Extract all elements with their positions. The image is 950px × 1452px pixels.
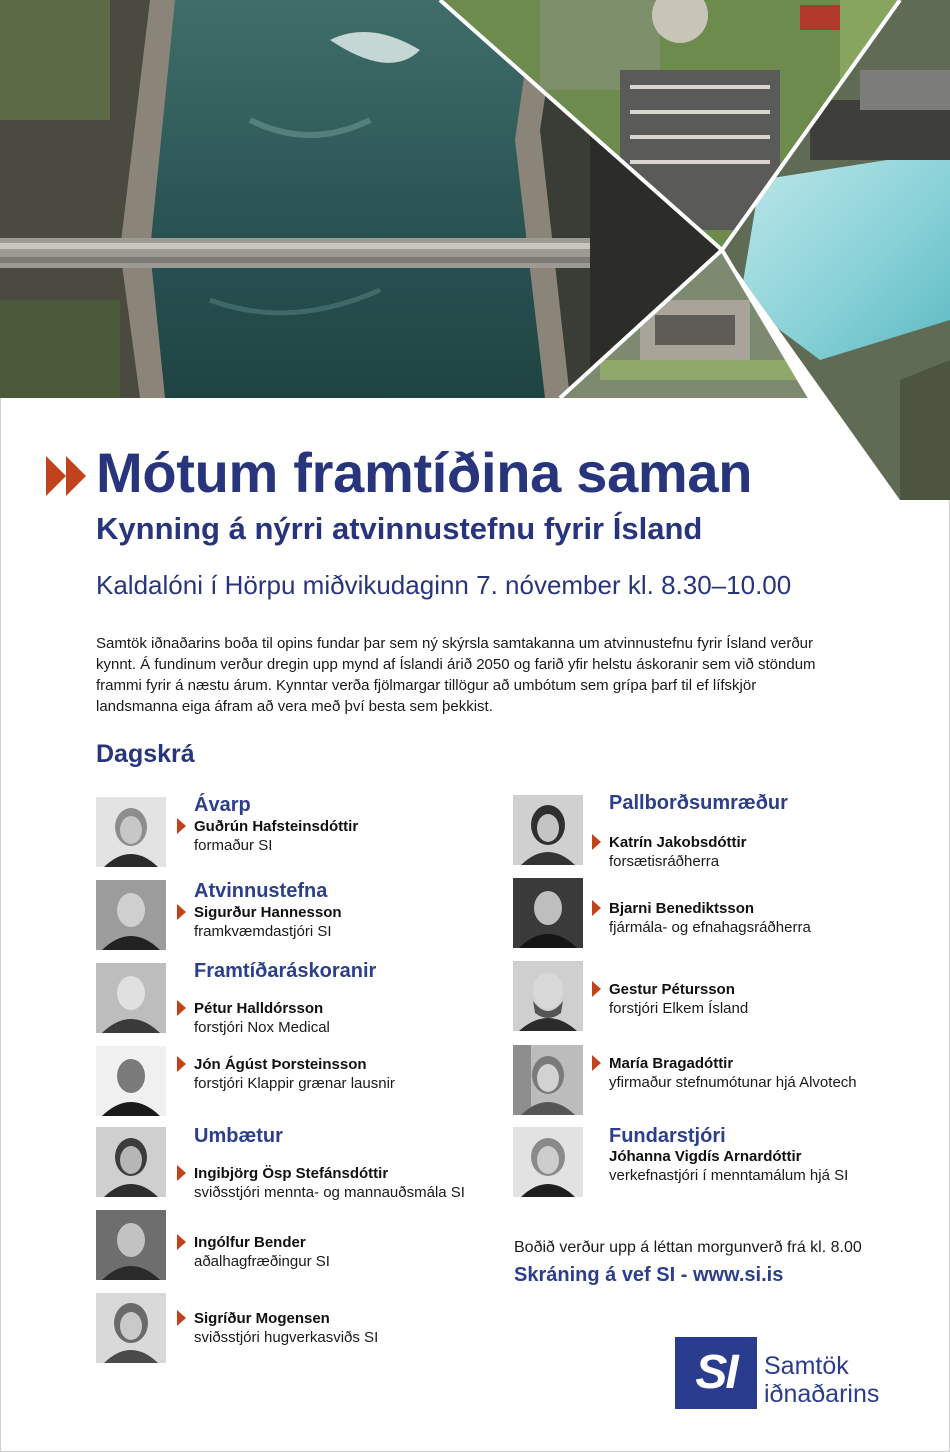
section-title-umbaetur: Umbætur: [194, 1125, 283, 1147]
speaker-role: forstjóri Nox Medical: [194, 1019, 330, 1036]
speaker-photo: [513, 878, 583, 948]
speaker-photo: [96, 880, 166, 950]
speaker-name: Katrín Jakobsdóttir: [609, 834, 747, 851]
speaker-photo: [513, 1045, 583, 1115]
title-arrows-icon: [46, 456, 90, 496]
speaker-entry: [194, 1233, 330, 1271]
bullet-arrow-icon: [177, 1165, 186, 1181]
speaker-photo: [96, 1046, 166, 1116]
speaker-role: sviðsstjóri hugverkasviðs SI: [194, 1329, 379, 1346]
page-title: Mótum framtíðina saman: [96, 441, 753, 504]
speaker-name: Bjarni Benediktsson: [609, 900, 755, 917]
bullet-arrow-icon: [592, 981, 601, 997]
speaker-role: yfirmaður stefnumótunar hjá Alvotech: [609, 1074, 857, 1091]
intro-paragraph: Samtök iðnaðarins boða til opins fundar þar sem ný skýrsla samtakanna um atvinnustefnu fyrir Ísland verður kynnt. Á fundinum verður dregin upp mynd af Íslandi árið 2050 og farið yfir helstu áskoranir sem við stöndum frammi fyrir á næstu árum. Kynntar verða fjölmargar tillögur að umbótum sem grípa þarf til ef lífskjör landsmanna eiga áfram að vera með því besta sem þekkist.: [96, 635, 816, 715]
speaker-photo: [513, 1127, 583, 1197]
speaker-entry: [609, 1147, 848, 1185]
speaker-photo: [513, 961, 583, 1031]
speaker-entry: [194, 903, 342, 941]
hero-photo-collage: [0, 0, 950, 500]
speaker-photo: [96, 1127, 166, 1197]
bullet-arrow-icon: [177, 1310, 186, 1326]
section-title-fundarstjori: Fundarstjóri: [609, 1125, 726, 1147]
bullet-arrow-icon: [592, 834, 601, 850]
speaker-role: framkvæmdastjóri SI: [194, 923, 332, 940]
bullet-arrow-icon: [592, 1055, 601, 1071]
speaker-entry: [609, 980, 748, 1018]
speaker-name: Sigurður Hannesson: [194, 904, 342, 921]
bullet-arrow-icon: [177, 1056, 186, 1072]
logo-mark-text: SI: [695, 1346, 737, 1399]
speaker-name: María Bragadóttir: [609, 1055, 734, 1072]
speaker-entry: [609, 833, 747, 871]
speaker-role: sviðsstjóri mennta- og mannauðsmála SI: [194, 1184, 465, 1201]
speaker-name: Gestur Pétursson: [609, 981, 735, 998]
speaker-name: Jón Ágúst Þorsteinsson: [194, 1056, 367, 1073]
speaker-name: Jóhanna Vigdís Arnardóttir: [609, 1148, 802, 1165]
breakfast-note: Boðið verður upp á léttan morgunverð frá kl. 8.00: [514, 1239, 862, 1256]
bullet-arrow-icon: [177, 818, 186, 834]
page-subtitle: Kynning á nýrri atvinnustefnu fyrir Ísland: [96, 511, 703, 546]
logo-text-line1: Samtök: [764, 1352, 849, 1380]
speaker-entry: [609, 1054, 857, 1092]
speaker-role: forstjóri Elkem Ísland: [609, 1000, 749, 1017]
speaker-role: formaður SI: [194, 837, 273, 854]
logo-text-line2: iðnaðarins: [764, 1380, 880, 1408]
speaker-entry: [194, 1309, 378, 1347]
speaker-role: forsætisráðherra: [609, 853, 720, 870]
section-title-atvinnustefna: Atvinnustefna: [194, 880, 328, 902]
section-title-avarp: Ávarp: [194, 794, 251, 816]
bullet-arrow-icon: [592, 900, 601, 916]
speaker-name: Pétur Halldórsson: [194, 1000, 324, 1017]
speaker-role: aðalhagfræðingur SI: [194, 1253, 330, 1270]
speaker-entry: [194, 817, 358, 855]
bullet-arrow-icon: [177, 904, 186, 920]
speaker-photo: [96, 1210, 166, 1280]
si-logo-mark: [675, 1337, 757, 1409]
speaker-entry: [194, 999, 330, 1037]
speaker-role: fjármála- og efnahagsráðherra: [609, 919, 811, 936]
speaker-role: forstjóri Klappir grænar lausnir: [194, 1075, 395, 1092]
speaker-photo: [96, 1293, 166, 1363]
speaker-photo: [96, 797, 166, 867]
event-date-location: Kaldalóni í Hörpu miðvikudaginn 7. nóvember kl. 8.30–10.00: [96, 570, 792, 600]
speaker-entry: [609, 899, 811, 937]
speaker-name: Guðrún Hafsteinsdóttir: [194, 818, 359, 835]
agenda-heading: Dagskrá: [96, 740, 195, 768]
speaker-name: Ingibjörg Ösp Stefánsdóttir: [194, 1165, 389, 1182]
speaker-entry: [194, 1164, 465, 1202]
section-title-pallbordsumraedur: Pallborðsumræður: [609, 792, 788, 814]
speaker-name: Ingólfur Bender: [194, 1234, 306, 1251]
bullet-arrow-icon: [177, 1234, 186, 1250]
speaker-photo: [96, 963, 166, 1033]
bullet-arrow-icon: [177, 1000, 186, 1016]
registration-link[interactable]: Skráning á vef SI - www.si.is: [514, 1264, 784, 1286]
section-title-framtidaraskoranir: Framtíðaráskoranir: [194, 960, 377, 982]
speaker-photo: [513, 795, 583, 865]
speaker-role: verkefnastjóri í menntamálum hjá SI: [609, 1167, 849, 1184]
speaker-entry: [194, 1055, 395, 1093]
speaker-name: Sigríður Mogensen: [194, 1310, 330, 1327]
